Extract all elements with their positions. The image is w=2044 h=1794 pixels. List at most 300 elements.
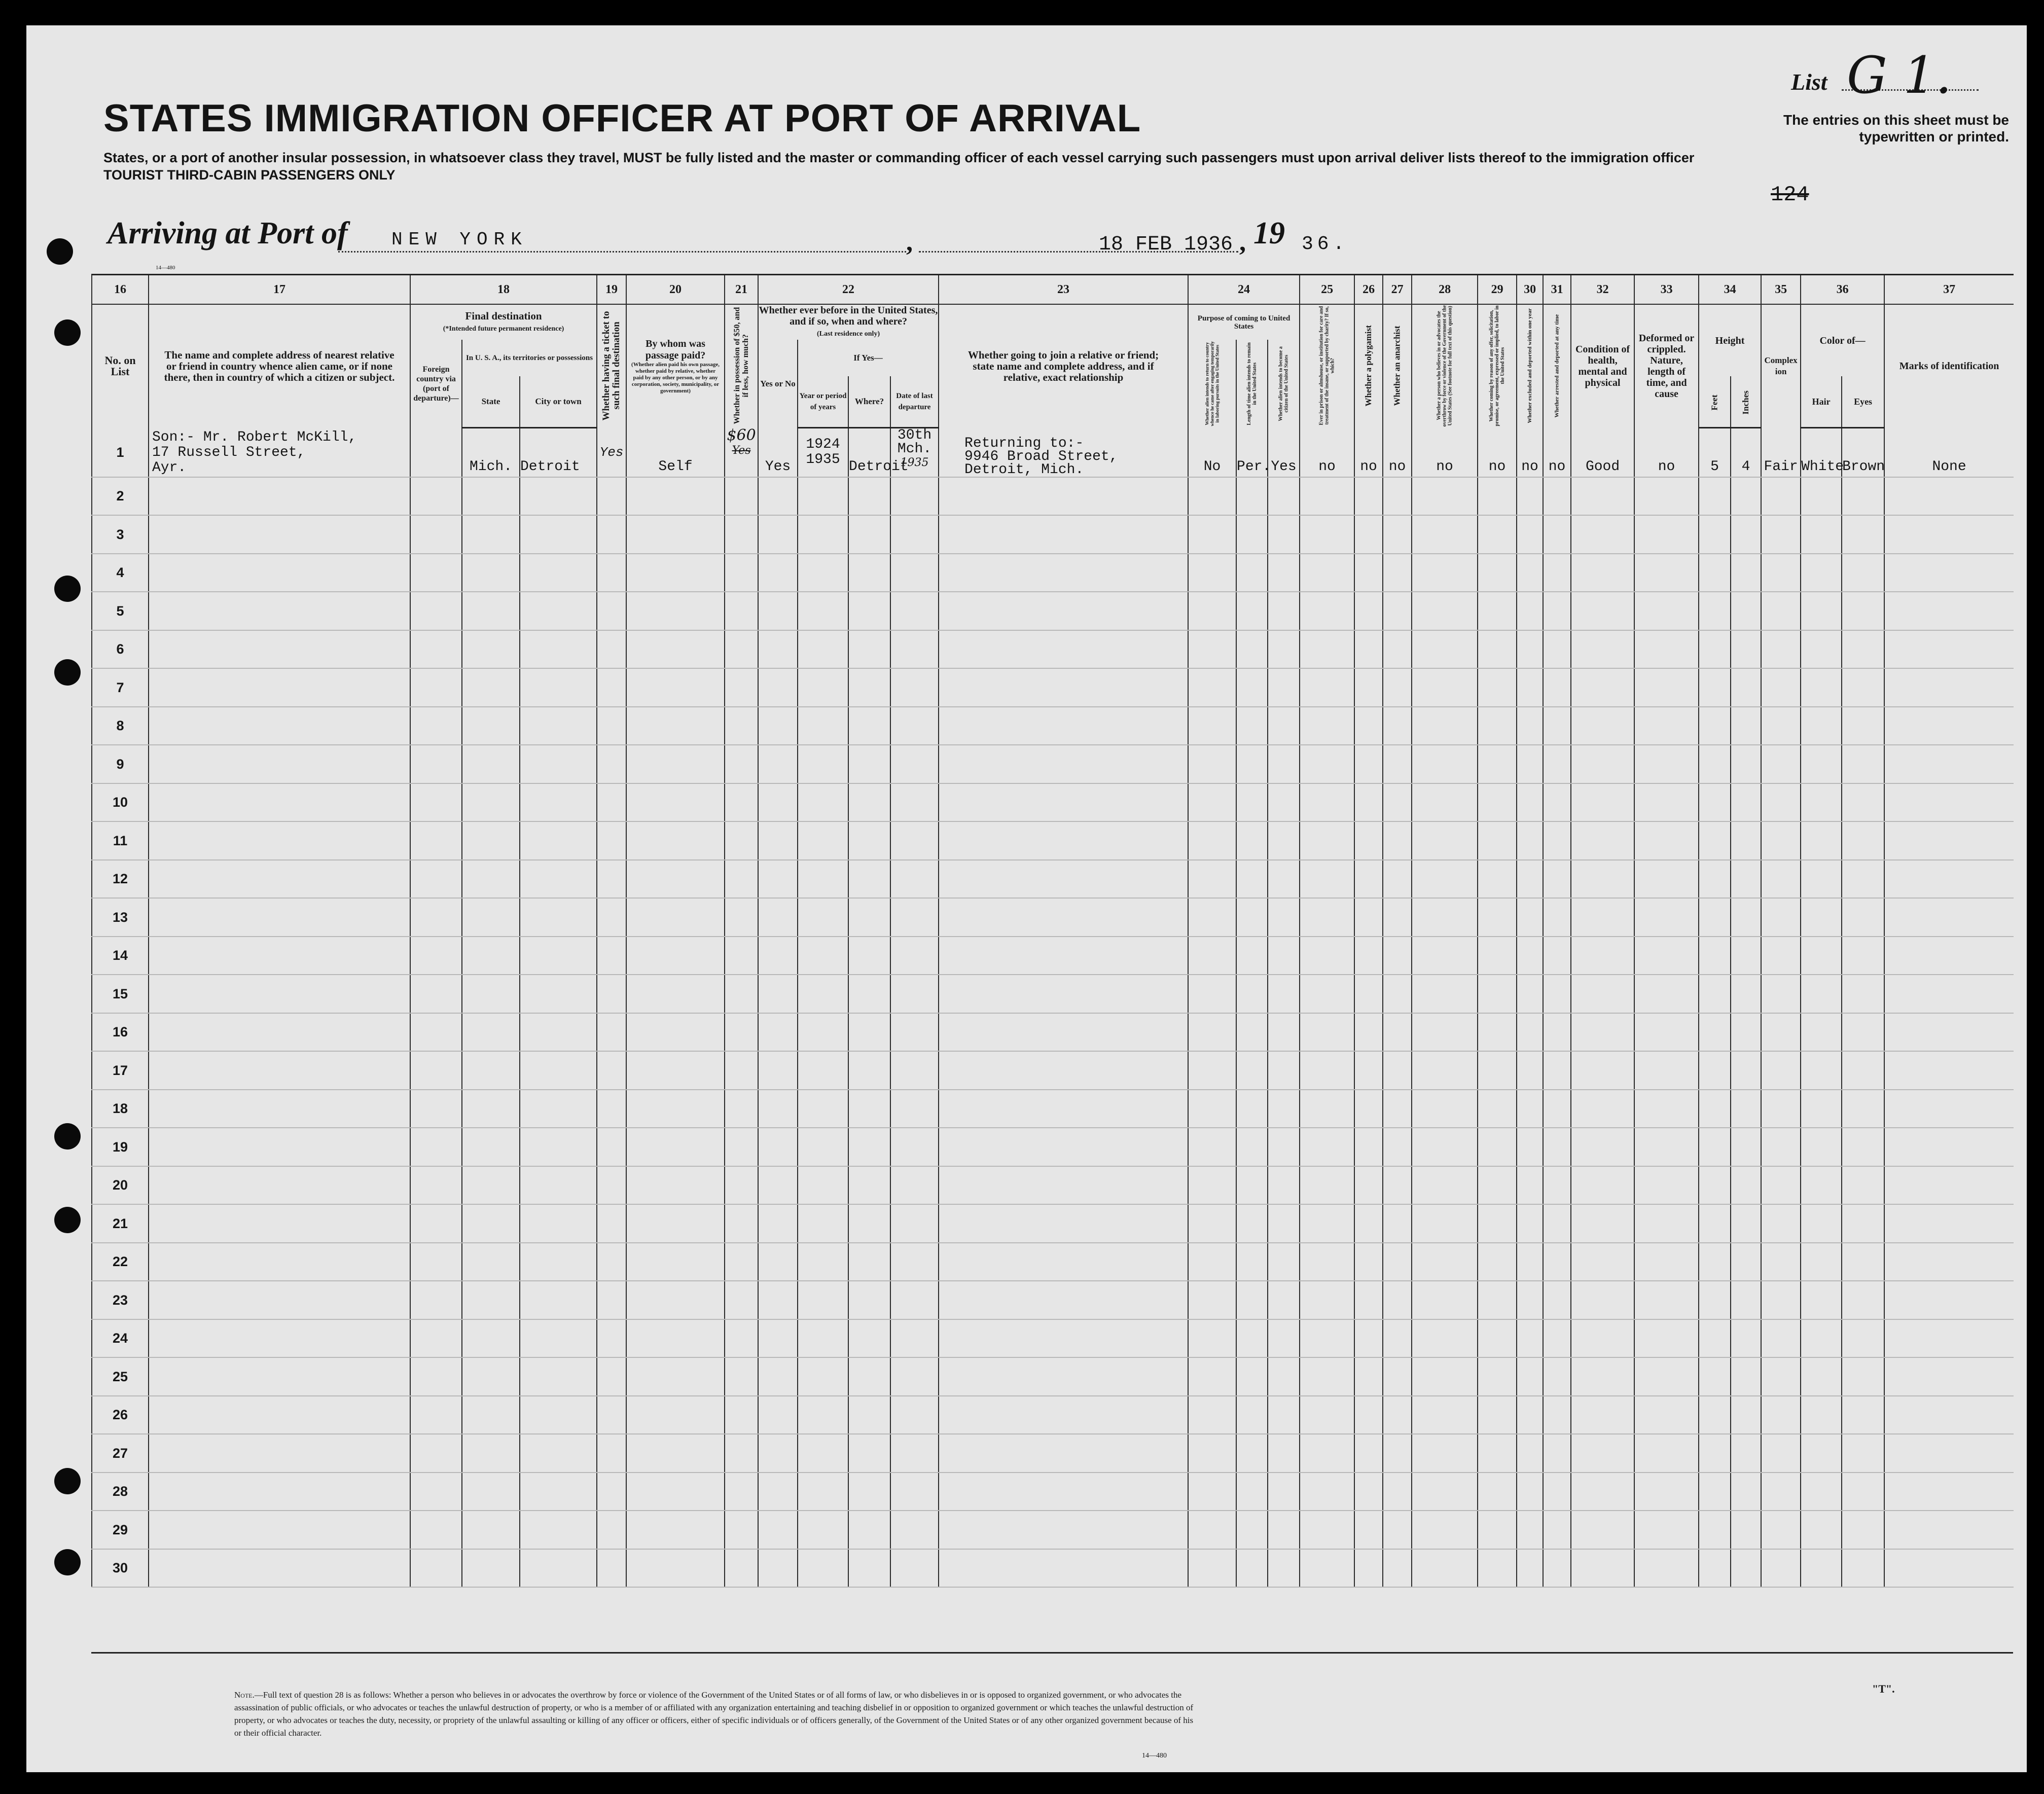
empty-cell — [1842, 1166, 1884, 1205]
empty-cell — [1801, 515, 1842, 554]
empty-cell — [725, 668, 758, 707]
empty-cell — [1188, 937, 1236, 975]
empty-cell — [1761, 592, 1801, 630]
empty-cell — [758, 592, 798, 630]
empty-cell — [1761, 1396, 1801, 1434]
empty-cell — [410, 1128, 462, 1166]
empty-cell — [1354, 1204, 1383, 1243]
empty-cell — [1412, 860, 1478, 899]
empty-cell — [1300, 477, 1354, 516]
empty-cell — [1571, 1166, 1634, 1205]
empty-cell — [1761, 1051, 1801, 1090]
year-prefix: 19 — [1253, 216, 1285, 250]
empty-cell — [149, 937, 410, 975]
footnote-q28 — [234, 1689, 1198, 1739]
empty-cell — [890, 860, 939, 899]
empty-cell — [1761, 860, 1801, 899]
empty-cell — [890, 1166, 939, 1205]
empty-cell — [1412, 1511, 1478, 1549]
money-struck-yes: Yes — [732, 444, 751, 457]
table-row — [92, 1473, 2014, 1511]
empty-cell — [1801, 1013, 1842, 1052]
empty-cell — [1188, 1281, 1236, 1319]
empty-cell — [1383, 1013, 1412, 1052]
empty-cell — [1236, 1357, 1268, 1396]
empty-cell — [1478, 860, 1517, 899]
empty-cell — [1383, 745, 1412, 783]
anarchist-value: no — [1383, 428, 1412, 477]
empty-cell — [1731, 707, 1761, 745]
empty-cell — [1801, 554, 1842, 592]
empty-cell — [1699, 1166, 1731, 1205]
empty-cell — [1884, 1434, 2014, 1473]
empty-cell — [848, 515, 890, 554]
empty-cell — [1300, 1281, 1354, 1319]
empty-cell — [149, 1090, 410, 1128]
empty-cell — [1884, 1166, 2014, 1205]
empty-cell — [1236, 1434, 1268, 1473]
empty-cell — [462, 860, 520, 899]
empty-cell — [597, 1281, 626, 1319]
complexion-value: Fair — [1761, 428, 1801, 477]
empty-cell — [1801, 1511, 1842, 1549]
empty-cell — [798, 1090, 848, 1128]
empty-cell — [1731, 1051, 1761, 1090]
empty-cell — [798, 477, 848, 516]
empty-cell — [626, 1090, 725, 1128]
empty-cell — [1478, 1204, 1517, 1243]
header-prison: Ever in prison or almshouse, or institution for care and treatment of the insane, or supported by charity? If so, which? — [1300, 304, 1354, 428]
empty-cell — [410, 1549, 462, 1588]
empty-cell — [1543, 1434, 1571, 1473]
header-list-no: No. on List — [92, 304, 149, 428]
corner-form-tick: 14—480 — [156, 265, 175, 271]
empty-cell — [1268, 821, 1300, 860]
empty-cell — [1268, 1204, 1300, 1243]
empty-cell — [1300, 783, 1354, 822]
empty-cell — [725, 860, 758, 899]
empty-cell — [1383, 1473, 1412, 1511]
empty-cell — [1884, 898, 2014, 937]
header-length-of-stay: Length of time alien intends to remain in the United States — [1236, 340, 1268, 428]
empty-cell — [848, 1243, 890, 1281]
header-health: Condition of health, mental and physical — [1571, 304, 1634, 428]
empty-cell — [1884, 477, 2014, 516]
where-value — [848, 428, 909, 477]
empty-cell — [1801, 1166, 1842, 1205]
empty-cell — [597, 1090, 626, 1128]
empty-cell — [1268, 477, 1300, 516]
empty-cell — [1571, 707, 1634, 745]
empty-cell — [1478, 1013, 1517, 1052]
empty-cell — [1801, 1549, 1842, 1588]
empty-cell — [1188, 821, 1236, 860]
empty-cell — [725, 1549, 758, 1588]
table-row — [92, 1549, 2014, 1588]
empty-cell — [848, 745, 890, 783]
empty-cell — [1543, 1511, 1571, 1549]
empty-cell — [1842, 1013, 1884, 1052]
ever-before-sub: (Last residence only) — [816, 330, 880, 338]
table-row — [92, 783, 2014, 822]
empty-cell — [848, 1434, 890, 1473]
empty-cell — [1699, 1281, 1731, 1319]
port-value: NEW YORK — [391, 229, 528, 250]
empty-cell — [1412, 1051, 1478, 1090]
empty-cell — [1268, 783, 1300, 822]
empty-cell — [1300, 1434, 1354, 1473]
empty-cell — [1478, 1357, 1517, 1396]
empty-cell — [1731, 630, 1761, 669]
empty-cell — [597, 1473, 626, 1511]
empty-cell — [1300, 860, 1354, 899]
departure-day: 30th — [897, 427, 932, 443]
empty-cell — [1543, 1013, 1571, 1052]
deported-value: no — [1543, 428, 1571, 477]
list-label: List — [1791, 69, 1827, 95]
empty-cell — [520, 898, 597, 937]
empty-cell — [462, 554, 520, 592]
empty-cell — [1543, 1473, 1571, 1511]
header-feet: Feet — [1699, 376, 1731, 428]
where-text: Detroit — [849, 458, 909, 475]
empty-cell — [1383, 1204, 1412, 1243]
empty-cell — [1412, 821, 1478, 860]
empty-cell — [597, 668, 626, 707]
empty-cell — [1543, 1549, 1571, 1588]
empty-cell — [725, 592, 758, 630]
empty-cell — [1842, 821, 1884, 860]
row-number: 2 — [92, 477, 149, 516]
header-where: Where? — [848, 376, 890, 428]
empty-cell — [848, 707, 890, 745]
empty-cell — [1543, 1281, 1571, 1319]
table-row — [92, 1396, 2014, 1434]
empty-cell — [626, 937, 725, 975]
table-bottom-rule — [91, 1652, 2013, 1654]
header-eyes: Eyes — [1842, 376, 1884, 428]
empty-cell — [1236, 1549, 1268, 1588]
empty-cell — [520, 1013, 597, 1052]
table-row — [92, 1434, 2014, 1473]
empty-cell — [1699, 1357, 1731, 1396]
empty-cell — [149, 707, 410, 745]
row-number: 26 — [92, 1396, 149, 1434]
empty-cell — [848, 1473, 890, 1511]
empty-cell — [1188, 554, 1236, 592]
row-number: 15 — [92, 975, 149, 1013]
empty-cell — [1412, 1243, 1478, 1281]
binder-hole-icon — [54, 1207, 81, 1233]
empty-cell — [1478, 515, 1517, 554]
empty-cell — [1571, 592, 1634, 630]
empty-cell — [1761, 975, 1801, 1013]
empty-cell — [626, 1243, 725, 1281]
empty-cell — [1731, 668, 1761, 707]
empty-cell — [1354, 1434, 1383, 1473]
empty-cell — [798, 1549, 848, 1588]
empty-cell — [1543, 1204, 1571, 1243]
empty-cell — [1236, 1166, 1268, 1205]
empty-cell — [890, 783, 939, 822]
empty-cell — [520, 1090, 597, 1128]
empty-cell — [1478, 821, 1517, 860]
empty-cell — [1354, 1166, 1383, 1205]
header-deported: Whether arrested and deported at any time — [1543, 304, 1571, 428]
empty-cell — [1383, 1128, 1412, 1166]
empty-cell — [149, 668, 410, 707]
empty-cell — [939, 1511, 1188, 1549]
empty-cell — [1300, 668, 1354, 707]
empty-cell — [1731, 554, 1761, 592]
empty-cell — [1236, 515, 1268, 554]
empty-cell — [1761, 1128, 1801, 1166]
header-height: Height — [1699, 304, 1761, 376]
empty-cell — [1634, 1051, 1699, 1090]
empty-cell — [939, 1473, 1188, 1511]
empty-cell — [1571, 821, 1634, 860]
empty-cell — [1761, 1243, 1801, 1281]
col-num-25: 25 — [1300, 275, 1354, 305]
empty-cell — [1634, 630, 1699, 669]
empty-cell — [1517, 1281, 1543, 1319]
empty-cell — [1842, 1319, 1884, 1358]
col-num-21: 21 — [725, 275, 758, 305]
empty-cell — [1236, 630, 1268, 669]
empty-cell — [1268, 668, 1300, 707]
empty-cell — [798, 898, 848, 937]
empty-cell — [1731, 745, 1761, 783]
empty-cell — [1761, 668, 1801, 707]
col-num-26: 26 — [1354, 275, 1383, 305]
empty-cell — [149, 1549, 410, 1588]
empty-cell — [939, 1166, 1188, 1205]
paid-by-value — [626, 428, 725, 477]
empty-cell — [1517, 860, 1543, 899]
empty-cell — [798, 1243, 848, 1281]
empty-cell — [1634, 515, 1699, 554]
empty-cell — [462, 1281, 520, 1319]
empty-cell — [939, 1128, 1188, 1166]
empty-cell — [725, 1319, 758, 1358]
hair-value: White — [1801, 428, 1842, 477]
empty-cell — [410, 937, 462, 975]
empty-cell — [1884, 1473, 2014, 1511]
empty-cell — [626, 707, 725, 745]
empty-cell — [1761, 1013, 1801, 1052]
empty-cell — [1842, 1090, 1884, 1128]
empty-cell — [1543, 860, 1571, 899]
empty-cell — [1634, 554, 1699, 592]
empty-cell — [1634, 1473, 1699, 1511]
empty-cell — [1412, 898, 1478, 937]
empty-cell — [462, 975, 520, 1013]
empty-cell — [848, 1204, 890, 1243]
empty-cell — [626, 1204, 725, 1243]
empty-cell — [1236, 668, 1268, 707]
empty-cell — [462, 1166, 520, 1205]
empty-cell — [1188, 1473, 1236, 1511]
empty-cell — [1412, 554, 1478, 592]
empty-cell — [1268, 592, 1300, 630]
empty-cell — [626, 783, 725, 822]
empty-cell — [462, 937, 520, 975]
empty-cell — [758, 668, 798, 707]
empty-cell — [890, 937, 939, 975]
excluded-value: no — [1517, 428, 1543, 477]
empty-cell — [597, 1051, 626, 1090]
empty-cell — [1801, 937, 1842, 975]
empty-cell — [1383, 821, 1412, 860]
empty-cell — [1884, 860, 2014, 899]
empty-cell — [1761, 1281, 1801, 1319]
empty-cell — [149, 1434, 410, 1473]
empty-cell — [798, 554, 848, 592]
empty-cell — [520, 1166, 597, 1205]
empty-cell — [1188, 1434, 1236, 1473]
empty-cell — [939, 707, 1188, 745]
empty-cell — [1517, 707, 1543, 745]
table-row — [92, 821, 2014, 860]
empty-cell — [597, 745, 626, 783]
empty-cell — [1842, 898, 1884, 937]
empty-cell — [149, 592, 410, 630]
empty-cell — [520, 707, 597, 745]
empty-cell — [725, 1204, 758, 1243]
empty-cell — [1188, 745, 1236, 783]
row-number: 3 — [92, 515, 149, 554]
col-num-36: 36 — [1801, 275, 1884, 305]
empty-cell — [1634, 1281, 1699, 1319]
empty-cell — [798, 1051, 848, 1090]
row-number: 17 — [92, 1051, 149, 1090]
empty-cell — [520, 1434, 597, 1473]
empty-cell — [1571, 898, 1634, 937]
empty-cell — [1268, 975, 1300, 1013]
empty-cell — [1801, 1319, 1842, 1358]
empty-cell — [410, 707, 462, 745]
empty-cell — [1517, 1357, 1543, 1396]
table-row — [92, 1281, 2014, 1319]
footnote-text: —Full text of question 28 is as follows: Whether a person who believes in or advocates the overthrow by force or violence of the Government of the United States or of all forms of law, or who disbelieves in or is opposed to organized government, or who advocates the assassination of public officials, or who advocates or teaches the unlawful destruction of property, or who is a member of or affiliated with any organization entertaining and teaching disbelief in or opposition to organized government or which teaches the unlawful destruction of property, or who advocates or teaches the duty, necessity, or propriety of the unlawful assaulting or killing of any officer or officers, either of specific individuals or of officers generally, of the Government of the United States or of any other organized government because of his or their official character. — [234, 1690, 1194, 1738]
empty-cell — [1268, 1434, 1300, 1473]
paid-by-text: Self — [658, 458, 693, 475]
empty-cell — [1188, 975, 1236, 1013]
empty-cell — [1383, 1090, 1412, 1128]
empty-cell — [410, 1434, 462, 1473]
empty-cell — [1884, 821, 2014, 860]
empty-cell — [410, 783, 462, 822]
empty-cell — [1412, 515, 1478, 554]
departure-year: 1935 — [900, 456, 929, 469]
empty-cell — [1761, 1090, 1801, 1128]
header-intends-return: Whether alien intends to return to country whence he came after engaging temporarily in laboring pursuits in the United States — [1188, 340, 1236, 428]
empty-cell — [1731, 937, 1761, 975]
empty-cell — [1354, 1511, 1383, 1549]
empty-cell — [1761, 1357, 1801, 1396]
row-number: 27 — [92, 1434, 149, 1473]
empty-cell — [1634, 1090, 1699, 1128]
empty-cell — [1731, 1396, 1761, 1434]
empty-cell — [890, 1473, 939, 1511]
empty-cell — [1842, 515, 1884, 554]
relative-line-3: Ayr. — [152, 459, 187, 476]
empty-cell — [1884, 1396, 2014, 1434]
empty-cell — [758, 707, 798, 745]
col-num-19: 19 — [597, 275, 626, 305]
empty-cell — [1571, 1090, 1634, 1128]
empty-cell — [1699, 630, 1731, 669]
table-row — [92, 477, 2014, 516]
empty-cell — [1268, 1128, 1300, 1166]
empty-cell — [597, 937, 626, 975]
empty-cell — [1300, 1357, 1354, 1396]
empty-cell — [890, 668, 939, 707]
empty-cell — [626, 1051, 725, 1090]
empty-cell — [149, 898, 410, 937]
manifest-sheet — [26, 25, 2027, 1772]
empty-cell — [798, 1473, 848, 1511]
empty-cell — [1188, 630, 1236, 669]
empty-cell — [758, 1319, 798, 1358]
empty-cell — [1699, 745, 1731, 783]
money-cell — [725, 428, 758, 477]
empty-cell — [1188, 1243, 1236, 1281]
header-polygamist: Whether a polygamist — [1354, 304, 1383, 428]
empty-cell — [1699, 783, 1731, 822]
empty-cell — [725, 1357, 758, 1396]
empty-cell — [758, 745, 798, 783]
empty-cell — [626, 1511, 725, 1549]
empty-cell — [1571, 1243, 1634, 1281]
empty-cell — [1300, 745, 1354, 783]
empty-cell — [626, 745, 725, 783]
empty-cell — [725, 783, 758, 822]
empty-cell — [1188, 707, 1236, 745]
empty-cell — [1699, 1243, 1731, 1281]
empty-cell — [1543, 592, 1571, 630]
empty-cell — [520, 1319, 597, 1358]
empty-cell — [1634, 1243, 1699, 1281]
empty-cell — [1884, 592, 2014, 630]
empty-cell — [149, 1013, 410, 1052]
header-hair: Hair — [1801, 376, 1842, 428]
empty-cell — [1517, 975, 1543, 1013]
empty-cell — [1517, 630, 1543, 669]
empty-cell — [1300, 1243, 1354, 1281]
empty-cell — [1268, 1473, 1300, 1511]
empty-cell — [848, 554, 890, 592]
empty-cell — [597, 1204, 626, 1243]
empty-cell — [1571, 1204, 1634, 1243]
empty-cell — [1731, 1357, 1761, 1396]
empty-cell — [1517, 1090, 1543, 1128]
row-number: 7 — [92, 668, 149, 707]
empty-cell — [758, 1128, 798, 1166]
empty-cell — [725, 898, 758, 937]
empty-cell — [1236, 554, 1268, 592]
empty-cell — [890, 554, 939, 592]
empty-cell — [1300, 821, 1354, 860]
empty-cell — [890, 1243, 939, 1281]
empty-cell — [1699, 1396, 1731, 1434]
empty-cell — [1571, 554, 1634, 592]
ever-before-title: Whether ever before in the United States, and if so, when and where? — [759, 305, 938, 327]
empty-cell — [1634, 898, 1699, 937]
row-number: 1 — [92, 428, 149, 477]
empty-cell — [1300, 1166, 1354, 1205]
empty-cell — [1478, 1434, 1517, 1473]
